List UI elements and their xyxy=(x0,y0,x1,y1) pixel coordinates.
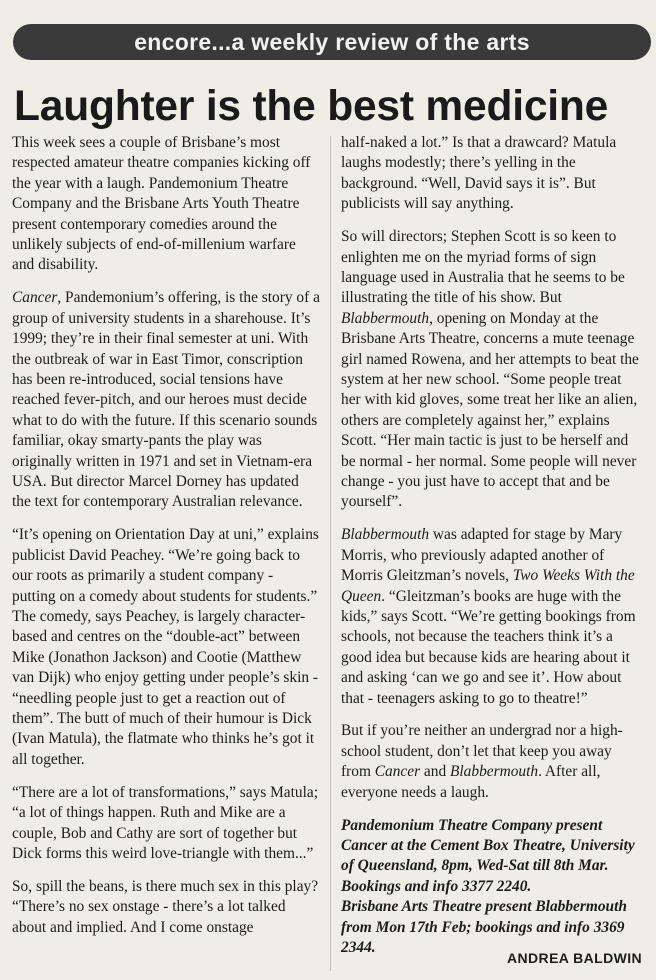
play-title: Cancer xyxy=(12,289,58,307)
event-info: Pandemonium Theatre Company present Cancer at the Cement Box Theatre, University of Queensland, 8pm, Wed-Sat till 8th Mar. Bookings and info 3377 2240. Brisbane Arts Theatre present Blabbermouth from Mon 17th Feb; bookings and info 3369 2344. xyxy=(341,816,635,957)
paragraph: half-naked a lot.” Is that a drawcard? Matula laughs modestly; there’s yelling in the background. “Well, David says it is”. But publicists will say anything. xyxy=(341,134,617,213)
play-title: Blabbermouth xyxy=(341,309,430,327)
right-column xyxy=(341,133,641,971)
paragraph: So will directors; Stephen Scott is so keen to enlighten me on the myriad forms of sign language used in Australia that he seems to be illustrating the title of his show. But Blabbermouth, opening on Monday at the Brisbane Arts Theatre, concerns a mute teenage girl named Rowena, and her attempts to beat the system at her new school. “Some people treat her with kid gloves, some treat her like an alien, others are completely against her,” explains Scott. “Her main tactic is just to be herself and be normal - her normal. Some people will never change - you just have to accept that and be yourself”. xyxy=(341,228,639,511)
book-title: Two Weeks With the Queen xyxy=(341,567,635,605)
play-title: Cancer xyxy=(374,763,421,781)
paragraph: But if you’re neither an undergrad nor a high-school student, don’t let that keep you away from Cancer and Blabbermouth. After all, everyone needs a laugh. xyxy=(341,722,623,801)
paragraph: Cancer, Pandemonium’s offering, is the story of a group of university students in a sharehouse. It’s 1999; they’re in their final semester at uni. With the outbreak of war in East Timor, conscription has been re-introduced, social tensions have reached fever-pitch, and our heroes must decide what to do with the future. If this scenario sounds familiar, okay smarty-pants the play was originally written in 1971 and set in Vietnam-era USA. But director Marcel Dorney has updated the text for contemporary Australian relevance. xyxy=(12,289,320,511)
paragraph: This week sees a couple of Brisbane’s most respected amateur theatre companies kicking off the year with a laugh. Pandemonium Theatre Company and the Brisbane Arts Youth Theatre present contemporary comedies around the unlikely subjects of end-of-millenium warfare and disability. xyxy=(12,134,311,274)
paragraph: Blabbermouth was adapted for stage by Mary Morris, who previously adapted another of Morris Gleitzman’s novels, Two Weeks With the Queen. “Gleitzman’s books are huge with the kids,” says Scott. “We’re getting bookings from schools, not because the teachers think it’s a good idea but because kids are hearing about it and asking ‘can we go and see it’. How about that - teenagers asking to go to theatre!” xyxy=(341,526,636,707)
article-headline: Laughter is the best medicine xyxy=(14,83,609,130)
left-column xyxy=(12,133,320,951)
play-title: Blabbermouth xyxy=(341,526,430,544)
paragraph: “There are a lot of transformations,” says Matula; “a lot of things happen. Ruth and Mike are a couple, Bob and Cathy are sort of together but Dick forms this weird love-triangle with them...” xyxy=(12,783,318,862)
author-byline: ANDREA BALDWIN xyxy=(507,950,642,966)
paragraph: “It’s opening on Orientation Day at uni,” explains publicist David Peachey. “We’re going back to our roots as primarily a student company - putting on a comedy about students for students.” The comedy, says Peachey, is largely character-based and centres on the “double-act” between Mike (Jonathon Jackson) and Cootie (Matthew van Dijk) who enjoy getting under people’s skin - “needling people just to get a reaction out of them”. The butt of much of their humour is Dick (Ivan Matula), the flatmate who thinks he’s got it all together. xyxy=(12,526,319,768)
play-title: Blabbermouth xyxy=(450,763,539,781)
section-banner: encore...a weekly review of the arts xyxy=(13,24,651,60)
column-divider xyxy=(330,136,331,971)
paragraph: So, spill the beans, is there much sex in this play? “There’s no sex onstage - there’s a lot talked about and implied. And I come onstage xyxy=(12,877,319,936)
